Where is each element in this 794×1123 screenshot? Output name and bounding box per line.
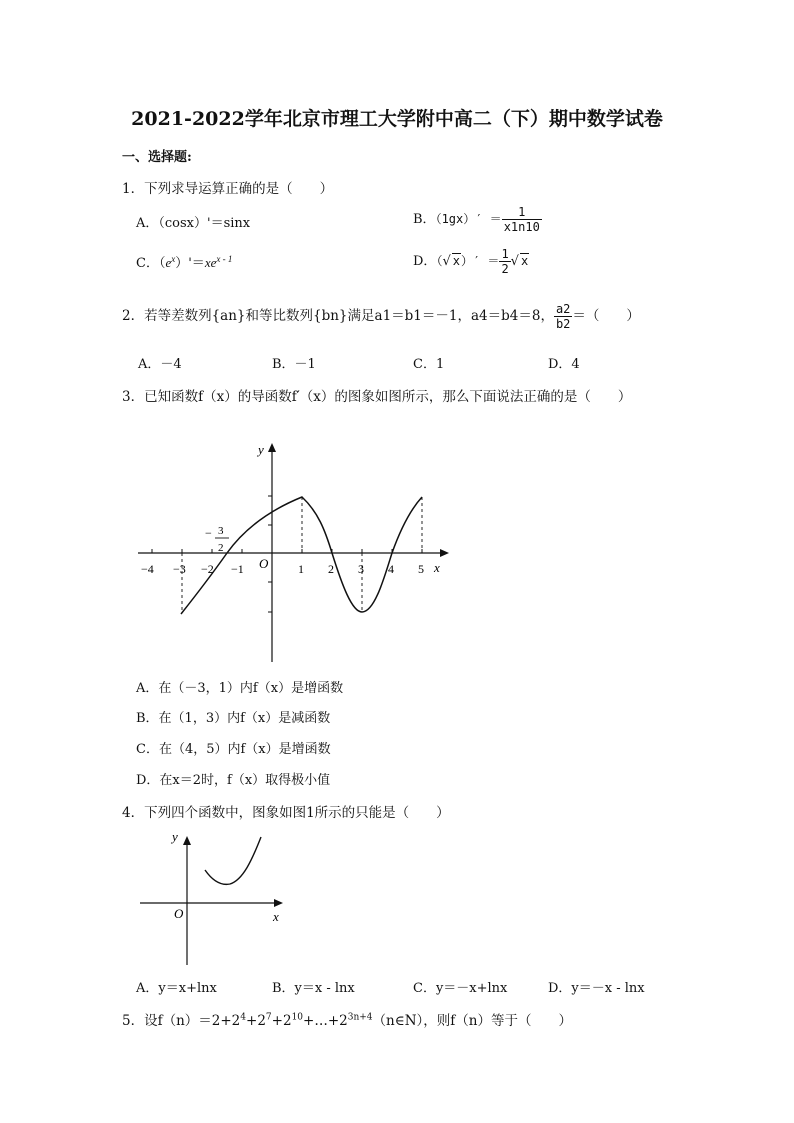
origin-label: O — [174, 906, 184, 921]
q1-stem: 1．下列求导运算正确的是（ ） — [122, 181, 334, 197]
q1-option-b: B．（1gx）′ ＝ $\frac{1}{x1n10}$ — [413, 205, 540, 234]
q4-option-d: D．y＝－x - lnx — [548, 981, 645, 996]
q3-stem: 3．已知函数f（x）的导函数f′（x）的图象如图所示，那么下面说法正确的是（ ） — [122, 389, 632, 405]
q2-option-a: A．－4 — [138, 357, 182, 372]
fraction-sign: − — [205, 526, 212, 540]
q4-stem: 4．下列四个函数中，图象如图1所示的只能是（ ） — [122, 805, 450, 821]
tick-label: −2 — [201, 562, 214, 576]
section-heading: 一、选择题: — [122, 150, 192, 165]
q1-option-d: D．（√ x）′ ＝ $\frac{1}{2}$ √ x — [413, 247, 529, 276]
fraction-numerator: 3 — [218, 525, 224, 537]
tick-label: 5 — [418, 562, 424, 576]
q1-option-a: A．（cosx）'＝sinx — [136, 216, 251, 231]
fraction-denominator: 2 — [218, 542, 224, 554]
x-axis-arrow — [274, 899, 283, 907]
q3-option-a: A．在（－3，1）内f（x）是增函数 — [136, 681, 344, 696]
q3-option-d: D．在x＝2时，f（x）取得极小值 — [136, 773, 331, 788]
function-curve — [205, 837, 261, 884]
q3-option-c: C．在（4，5）内f（x）是增函数 — [136, 742, 331, 757]
tick-label: 2 — [328, 562, 334, 576]
q4-option-c: C．y＝－x+lnx — [413, 981, 508, 996]
q3-option-b: B．在（1，3）内f（x）是减函数 — [136, 711, 331, 726]
q2-stem: 2．若等差数列{an}和等比数列{bn}满足a1＝b1＝－1，a4＝b4＝8， $\frac{a2}{b2}$ ＝（ ） — [122, 302, 640, 331]
q2-option-c: C．1 — [413, 357, 445, 372]
y-axis-label: y — [258, 442, 264, 457]
q2-option-b: B．－1 — [272, 357, 316, 372]
q1-option-c: C．$(e^x)'=xe^{x - 1}$ — [136, 253, 233, 271]
q4-option-a: A．y＝x+lnx — [136, 981, 217, 996]
x-axis-label: x — [273, 909, 279, 924]
q2-option-d: D．4 — [548, 357, 580, 372]
tick-label: 3 — [358, 562, 364, 576]
page-title: 2021-2022学年北京市理工大学附中高二（下）期中数学试卷 — [131, 108, 663, 130]
y-axis-label: y — [172, 829, 178, 844]
q4-option-b: B．y＝x - lnx — [272, 981, 355, 996]
tick-label: −4 — [141, 562, 154, 576]
tick-label: 4 — [388, 562, 394, 576]
origin-label: O — [259, 556, 269, 571]
y-axis-arrow — [183, 836, 191, 845]
x-axis-label: x — [434, 560, 440, 575]
tick-label: 1 — [298, 562, 304, 576]
q5-stem: 5．设$f(n)=2+2^4+2^7+2^{10}+\dots+2^{3n+4}(n\in N)$，则f（n）等于（ ） — [122, 1012, 572, 1029]
tick-label: −3 — [173, 562, 186, 576]
tick-label: −1 — [231, 562, 244, 576]
